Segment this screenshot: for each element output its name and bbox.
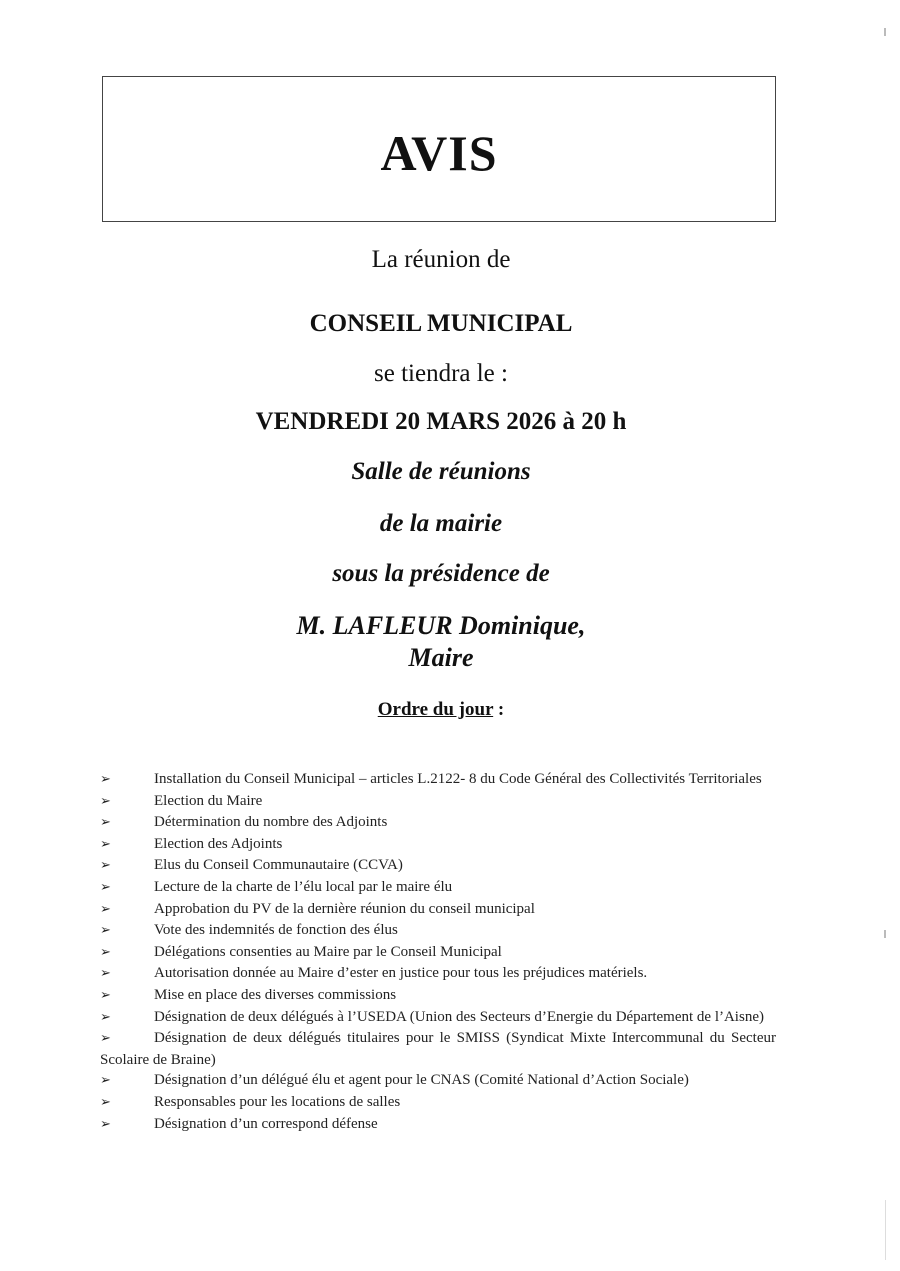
scan-edge-mark <box>884 930 886 938</box>
list-item: ➢Désignation d’un délégué élu et agent pour le CNAS (Comité National d’Action Sociale) <box>100 1070 776 1092</box>
list-item: ➢Approbation du PV de la dernière réunion du conseil municipal <box>100 899 776 921</box>
list-item: ➢Désignation de deux délégués titulaires pour le SMISS (Syndicat Mixte Intercommunal du Secteur Scolaire de Braine) <box>100 1028 776 1070</box>
agenda-heading <box>0 700 882 721</box>
meeting-place-line1: Salle de réunions <box>351 458 531 485</box>
meeting-place-line2: de la mairie <box>379 510 503 537</box>
president-name: M. LAFLEUR Dominique, <box>296 611 586 640</box>
list-item: ➢Elus du Conseil Communautaire (CCVA) <box>100 855 776 877</box>
arrow-bullet-icon <box>100 986 154 1007</box>
arrow-bullet-icon <box>100 900 154 921</box>
list-item: ➢Délégations consenties au Maire par le Conseil Municipal <box>100 942 776 964</box>
list-item: ➢Lecture de la charte de l’élu local par le maire élu <box>100 877 776 899</box>
list-item: ➢Mise en place des diverses commissions <box>100 985 776 1007</box>
list-item: ➢Désignation d’un correspond défense <box>100 1114 776 1136</box>
arrow-bullet-icon <box>100 943 154 964</box>
president-role: Maire <box>408 643 474 672</box>
scan-edge-mark <box>884 28 886 36</box>
arrow-bullet-icon <box>100 770 154 791</box>
arrow-bullet-icon <box>100 1029 154 1050</box>
meeting-date: VENDREDI 20 MARS 2026 à 20 h <box>255 408 627 435</box>
council-name: CONSEIL MUNICIPAL <box>309 310 573 337</box>
arrow-bullet-icon <box>100 1008 154 1029</box>
scan-edge-mark <box>885 1200 886 1260</box>
list-item: ➢Installation du Conseil Municipal – articles L.2122- 8 du Code Général des Collectivités Territoriales <box>100 769 776 791</box>
list-item: ➢Election des Adjoints <box>100 834 776 856</box>
arrow-bullet-icon <box>100 964 154 985</box>
arrow-bullet-icon <box>100 813 154 834</box>
list-item: ➢Responsables pour les locations de salles <box>100 1092 776 1114</box>
arrow-bullet-icon <box>100 1115 154 1136</box>
arrow-bullet-icon <box>100 835 154 856</box>
arrow-bullet-icon <box>100 878 154 899</box>
presidency-text: sous la présidence de <box>332 560 550 587</box>
page-title: AVIS <box>380 125 498 181</box>
arrow-bullet-icon <box>100 1093 154 1114</box>
arrow-bullet-icon <box>100 792 154 813</box>
agenda-heading-label: Ordre du jour <box>377 699 494 720</box>
list-item: ➢Désignation de deux délégués à l’USEDA (Union des Secteurs d’Energie du Département de l’Aisne) <box>100 1007 776 1029</box>
arrow-bullet-icon <box>100 1071 154 1092</box>
agenda-list <box>100 769 776 1135</box>
list-item: ➢Détermination du nombre des Adjoints <box>100 812 776 834</box>
intro-text: La réunion de <box>371 246 511 273</box>
list-item: ➢Election du Maire <box>100 791 776 813</box>
held-on-text: se tiendra le : <box>374 360 508 387</box>
list-item: ➢Vote des indemnités de fonction des élus <box>100 920 776 942</box>
list-item: ➢Autorisation donnée au Maire d’ester en justice pour tous les préjudices matériels. <box>100 963 776 985</box>
agenda-heading-suffix: : <box>493 699 505 720</box>
arrow-bullet-icon <box>100 921 154 942</box>
arrow-bullet-icon <box>100 856 154 877</box>
title-box <box>102 76 776 222</box>
